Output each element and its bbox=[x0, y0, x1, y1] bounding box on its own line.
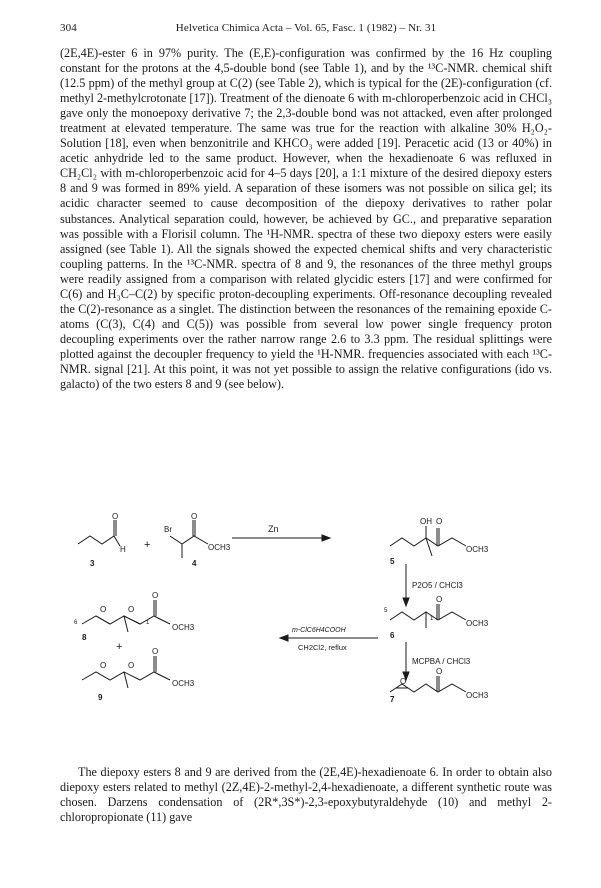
label-4: 4 bbox=[192, 559, 197, 568]
compound-4-skeleton bbox=[170, 536, 208, 544]
page-header bbox=[60, 22, 552, 38]
atom-O: O bbox=[191, 512, 198, 521]
compound-3-skeleton bbox=[78, 536, 120, 546]
label-6: 6 bbox=[390, 631, 395, 640]
closing-paragraph bbox=[60, 765, 552, 825]
reagent-ch2cl2-reflux: CH2Cl2, reflux bbox=[298, 643, 347, 652]
atom-O: O bbox=[152, 647, 159, 656]
atom-OCH3: OCH3 bbox=[466, 691, 489, 700]
reagent-mcpba-chcl3: MCPBA / CHCl3 bbox=[412, 657, 471, 666]
running-title: Helvetica Chimica Acta – Vol. 65, Fasc. 1 (1982) – Nr. 31 bbox=[175, 22, 437, 34]
atom-number-6: 6 bbox=[74, 620, 78, 626]
atom-O: O bbox=[400, 677, 407, 686]
atom-O: O bbox=[152, 591, 159, 600]
atom-O: O bbox=[100, 605, 107, 614]
compound-6-skeleton bbox=[390, 612, 466, 620]
reagent-mcpba-long: m-ClC6H4COOH bbox=[292, 627, 346, 634]
atom-O: O bbox=[112, 512, 119, 521]
atom-OCH3: OCH3 bbox=[172, 623, 195, 632]
label-7: 7 bbox=[390, 695, 395, 702]
atom-number-1: 1 bbox=[430, 616, 434, 622]
plus-sign: + bbox=[144, 539, 151, 551]
reaction-scheme bbox=[60, 512, 552, 702]
atom-Br: Br bbox=[164, 525, 172, 534]
label-8: 8 bbox=[82, 633, 87, 642]
paragraph-2: The diepoxy esters 8 and 9 are derived from the (2E,4E)-hexadienoate 6. In order to obtain also diepoxy esters related to methyl (2Z,4E)-2-methyl-2,4-hexadienoate, a different synthetic route was chosen. Darzens condensation of (2R*,3S*)-2,3-epoxybutyraldehyde (10) and methyl 2-chloropropionate (11) gave bbox=[60, 765, 552, 825]
atom-number-1: 1 bbox=[146, 620, 150, 626]
atom-O: O bbox=[128, 661, 135, 670]
atom-H: H bbox=[120, 545, 126, 554]
label-5: 5 bbox=[390, 557, 395, 566]
atom-OCH3: OCH3 bbox=[208, 543, 231, 552]
atom-O: O bbox=[436, 517, 443, 526]
atom-OH: OH bbox=[420, 517, 432, 526]
paragraph-1: (2E,4E)-ester 6 in 97% purity. The (E,E)-configuration was confirmed by the 16 Hz coupling constant for the protons at the 4,5-double bond (see Table 1), and by the ¹³C-NMR. chemical shift (12.5 ppm) of the methyl group at C(2) (see Table 2), which is typical for the (2E)-configuration (cf. methyl 2-methylcrotonate [17]). Treatment of the dienoate 6 with m-chloroperbenzoic acid in CHCl₃ gave only the monoepoxy derivative 7; the 2,3-double bond was not attacked, even after prolonged treatment at elevated temperature. The same was true for the reaction with alkaline 30% H₂O₂-Solution [18], even when benzonitrile and KHCO₃ were added [19]. Peracetic acid (13 or 40%) in acetic anhydride led to the same product. However, when the hexadienoate 6 was refluxed in CH₂Cl₂ with m-chloroperbenzoic acid for 4–5 days [20], a 1:1 mixture of the desired diepoxy esters 8 and 9 was formed in 89% yield. A separation of these isomers was not possible on silica gel; its acidic character seemed to cause decomposition of the diepoxy derivatives to rather polar substances. Analytical separation could, however, be achieved by GC., and preparative separation was possible with a Florisil column. The ¹H-NMR. spectra of these two diepoxy esters were easily assigned (see Table 1). All the signals showed the expected chemical shifts and very characteristic coupling patterns. In the ¹³C-NMR. spectra of 8 and 9, the resonances of the three methyl groups were readily assigned from a comparison with related glycidic esters [17] and were confirmed for C(6) and H₃C–C(2) by specific proton-decoupling experiments. Off-resonance decoupling revealed the C(2)-resonance as a singlet. The distinction between the resonances of the remaining epoxide C-atoms (C(3), C(4) and C(5)) was possible from several low power single frequency proton decoupling experiments over the rather narrow range 2.6 to 3.3 ppm. The residual splittings were plotted against the decoupler frequency to yield the ¹H-NMR. frequencies associated with each ¹³C-NMR. signal [21]. At this point, it was not yet possible to assign the relative configurations (ido vs. galacto) of the two esters 8 and 9 (see below). bbox=[60, 46, 552, 392]
reagent-zn: Zn bbox=[268, 524, 279, 534]
atom-O: O bbox=[436, 667, 443, 676]
atom-O: O bbox=[436, 595, 443, 604]
body-paragraph bbox=[60, 46, 552, 392]
reagent-p2o5: P2O5 / CHCl3 bbox=[412, 581, 463, 590]
atom-number-5: 5 bbox=[384, 608, 388, 614]
scheme-svg bbox=[60, 512, 552, 702]
atom-OCH3: OCH3 bbox=[172, 679, 195, 688]
label-3: 3 bbox=[90, 559, 95, 568]
plus-sign: + bbox=[116, 641, 123, 653]
atom-O: O bbox=[128, 605, 135, 614]
atom-OCH3: OCH3 bbox=[466, 619, 489, 628]
atom-OCH3: OCH3 bbox=[466, 545, 489, 554]
page-number: 304 bbox=[60, 22, 77, 34]
label-9: 9 bbox=[98, 693, 103, 702]
atom-O: O bbox=[100, 661, 107, 670]
